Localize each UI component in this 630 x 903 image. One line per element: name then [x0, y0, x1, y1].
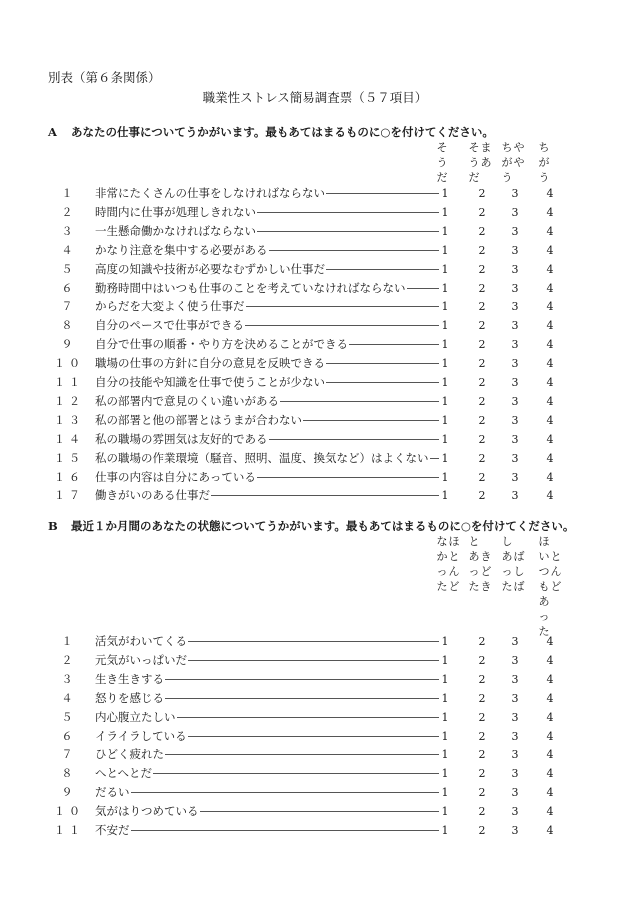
section-b-instruction: 最近１か月間のあなたの状態についてうかがいます。最もあてはまるものに○を付けてください。	[71, 519, 575, 533]
answer-option-3[interactable]: 3	[511, 376, 519, 389]
answer-option-2[interactable]: 2	[478, 243, 486, 257]
question-number: ３	[61, 224, 77, 238]
answer-option-1[interactable]: 1	[441, 187, 449, 200]
question-row	[0, 449, 630, 468]
section-a-heading	[48, 124, 494, 140]
answer-option-2[interactable]: 2	[478, 394, 486, 408]
answer-option-1[interactable]: 1	[441, 767, 449, 781]
answer-header-4: ち が う	[538, 141, 550, 184]
question-text: へとへとだ	[95, 766, 153, 781]
leader-line	[165, 698, 439, 699]
answer-option-4[interactable]: 4	[546, 672, 554, 686]
question-row	[0, 373, 630, 392]
answer-option-4[interactable]: 4	[546, 805, 554, 819]
answer-option-2[interactable]: 2	[478, 635, 486, 648]
question-row	[0, 783, 630, 802]
attachment-label: 別表（第６条関係）	[48, 70, 161, 85]
question-row	[0, 354, 630, 373]
answer-option-3[interactable]: 3	[511, 786, 519, 800]
question-number: ７	[61, 300, 77, 314]
leader-line	[165, 754, 439, 755]
answer-header-1: な か っ た ほ と ん ど	[436, 535, 460, 593]
question-row	[0, 279, 630, 298]
question-text: 自分で仕事の順番・やり方を決めることができる	[95, 337, 348, 352]
question-number: ５	[61, 262, 77, 276]
answer-option-2[interactable]: 2	[478, 805, 486, 819]
leader-line	[257, 212, 439, 213]
leader-line	[280, 401, 439, 402]
answer-option-3[interactable]: 3	[511, 413, 519, 427]
question-text: 活気がわいてくる	[95, 634, 187, 648]
answer-option-1[interactable]: 1	[441, 691, 449, 705]
answer-option-4[interactable]: 4	[546, 489, 554, 503]
answer-header-3: し あ っ た ば し ば	[501, 535, 525, 593]
answer-option-4[interactable]: 4	[546, 413, 554, 427]
answer-option-2[interactable]: 2	[478, 376, 486, 389]
answer-option-2[interactable]: 2	[478, 691, 486, 705]
answer-option-1[interactable]: 1	[441, 262, 449, 276]
answer-option-1[interactable]: 1	[441, 224, 449, 238]
answer-option-4[interactable]: 4	[546, 767, 554, 781]
answer-option-2[interactable]: 2	[478, 413, 486, 427]
question-text: 自分のペースで仕事ができる	[95, 318, 244, 333]
question-row	[0, 486, 630, 505]
answer-option-3[interactable]: 3	[511, 748, 519, 762]
answer-option-4[interactable]: 4	[546, 653, 554, 667]
question-number: ２	[61, 205, 77, 219]
answer-header-2: そ う だ ま あ	[468, 141, 492, 184]
answer-option-3[interactable]: 3	[511, 635, 519, 648]
question-number: ３	[61, 672, 77, 686]
leader-line	[200, 811, 440, 812]
answer-option-3[interactable]: 3	[511, 300, 519, 314]
answer-header-1: そ う だ	[436, 141, 448, 184]
question-row	[0, 727, 630, 746]
question-number: １７	[54, 489, 84, 503]
answer-option-1[interactable]: 1	[441, 376, 449, 389]
question-text: ひどく疲れた	[95, 747, 164, 762]
answer-option-3[interactable]: 3	[511, 767, 519, 781]
leader-line	[326, 363, 439, 364]
leader-line	[269, 250, 440, 251]
answer-option-3[interactable]: 3	[511, 710, 519, 724]
answer-header-3: ち が う や や	[501, 141, 525, 184]
answer-option-4[interactable]: 4	[546, 262, 554, 276]
question-text: 私の職場の雰囲気は友好的である	[95, 431, 268, 446]
answer-option-2[interactable]: 2	[478, 729, 486, 743]
answer-option-4[interactable]: 4	[546, 432, 554, 446]
answer-option-3[interactable]: 3	[511, 653, 519, 667]
answer-option-1[interactable]: 1	[441, 319, 449, 333]
answer-option-1[interactable]: 1	[441, 653, 449, 667]
question-text: 内心腹立たしい	[95, 709, 176, 724]
answer-option-1[interactable]: 1	[441, 710, 449, 724]
question-text: イライラしている	[95, 728, 187, 743]
question-text: 私の職場の作業環境（騒音、照明、温度、換気など）はよくない	[95, 450, 429, 465]
question-number: １１	[54, 824, 84, 837]
question-row	[0, 745, 630, 764]
answer-option-2[interactable]: 2	[478, 224, 486, 238]
question-number: ２	[61, 653, 77, 667]
answer-option-4[interactable]: 4	[546, 376, 554, 389]
answer-option-2[interactable]: 2	[478, 338, 486, 352]
answer-option-2[interactable]: 2	[478, 748, 486, 762]
leader-line	[188, 736, 439, 737]
question-text: 仕事の内容は自分にあっている	[95, 469, 256, 484]
question-row	[0, 260, 630, 279]
answer-option-1[interactable]: 1	[441, 786, 449, 800]
answer-option-4[interactable]: 4	[546, 691, 554, 705]
answer-option-1[interactable]: 1	[441, 451, 449, 465]
question-text: 時間内に仕事が処理しきれない	[95, 204, 256, 219]
answer-option-2[interactable]: 2	[478, 824, 486, 837]
question-number: １２	[54, 394, 84, 408]
answer-option-3[interactable]: 3	[511, 338, 519, 352]
question-number: １	[61, 187, 77, 200]
question-text: 私の部署と他の部署とはうまが合わない	[95, 412, 302, 427]
section-b-letter: B	[48, 519, 58, 533]
answer-option-1[interactable]: 1	[441, 281, 449, 295]
answer-option-2[interactable]: 2	[478, 672, 486, 686]
answer-option-3[interactable]: 3	[511, 205, 519, 219]
leader-line	[131, 792, 440, 793]
question-row	[0, 241, 630, 260]
answer-option-1[interactable]: 1	[441, 394, 449, 408]
answer-option-4[interactable]: 4	[546, 300, 554, 314]
answer-option-2[interactable]: 2	[478, 262, 486, 276]
question-row	[0, 670, 630, 689]
answer-option-4[interactable]: 4	[546, 224, 554, 238]
answer-option-2[interactable]: 2	[478, 767, 486, 781]
question-number: ８	[61, 767, 77, 781]
question-row	[0, 651, 630, 670]
answer-option-2[interactable]: 2	[478, 357, 486, 371]
question-row	[0, 802, 630, 821]
question-number: ９	[61, 338, 77, 352]
leader-line	[326, 193, 439, 194]
question-row	[0, 468, 630, 487]
question-number: １	[61, 635, 77, 648]
question-text: 一生懸命働かなければならない	[95, 223, 256, 238]
answer-option-4[interactable]: 4	[546, 205, 554, 219]
answer-option-2[interactable]: 2	[478, 710, 486, 724]
answer-option-3[interactable]: 3	[511, 672, 519, 686]
section-a-instruction: あなたの仕事についてうかがいます。最も​あてはまるものに○を付けてください。	[71, 125, 494, 139]
answer-option-4[interactable]: 4	[546, 394, 554, 408]
question-text: 生き生きする	[95, 671, 164, 686]
question-number: ８	[61, 319, 77, 333]
question-text: 高度の知識や技術が必要なむずかしい仕事だ	[95, 261, 325, 276]
answer-option-1[interactable]: 1	[441, 635, 449, 648]
answer-option-2[interactable]: 2	[478, 281, 486, 295]
question-text: 元気がいっぱいだ	[95, 652, 187, 667]
answer-option-3[interactable]: 3	[511, 489, 519, 503]
question-text: からだを大変よく使う仕事だ	[95, 299, 245, 314]
form-title: 職業性ストレス簡易調査票（５７項目）	[202, 90, 428, 105]
answer-option-4[interactable]: 4	[546, 357, 554, 371]
question-number: ４	[61, 243, 77, 257]
leader-line	[303, 420, 439, 421]
leader-line	[153, 773, 439, 774]
leader-line	[257, 477, 439, 478]
question-text: 自分の技能や知識を仕事で使うことが少ない	[95, 375, 325, 389]
answer-option-3[interactable]: 3	[511, 357, 519, 371]
answer-option-2[interactable]: 2	[478, 489, 486, 503]
answer-option-3[interactable]: 3	[511, 243, 519, 257]
question-text: かなり注意を集中する必要がある	[95, 242, 268, 257]
answer-option-3[interactable]: 3	[511, 432, 519, 446]
question-row	[0, 764, 630, 783]
answer-option-3[interactable]: 3	[511, 281, 519, 295]
answer-option-1[interactable]: 1	[441, 824, 449, 837]
leader-line	[177, 717, 440, 718]
answer-option-3[interactable]: 3	[511, 262, 519, 276]
question-number: １６	[54, 470, 84, 484]
question-number: １４	[54, 432, 84, 446]
answer-option-4[interactable]: 4	[546, 470, 554, 484]
leader-line	[245, 325, 439, 326]
answer-option-1[interactable]: 1	[441, 489, 449, 503]
leader-line	[211, 495, 439, 496]
question-number: ６	[61, 281, 77, 295]
question-number: ６	[61, 729, 77, 743]
answer-option-1[interactable]: 1	[441, 300, 449, 314]
question-number: １１	[54, 376, 84, 389]
answer-option-2[interactable]: 2	[478, 187, 486, 200]
answer-option-1[interactable]: 1	[441, 672, 449, 686]
answer-option-3[interactable]: 3	[511, 224, 519, 238]
question-row	[0, 411, 630, 430]
question-text: 気がはりつめている	[95, 804, 199, 819]
answer-option-1[interactable]: 1	[441, 243, 449, 257]
question-text: だるい	[95, 785, 130, 800]
answer-option-4[interactable]: 4	[546, 824, 554, 837]
answer-option-1[interactable]: 1	[441, 338, 449, 352]
question-number: １５	[54, 451, 84, 465]
leader-line	[165, 679, 439, 680]
answer-option-3[interactable]: 3	[511, 805, 519, 819]
answer-option-2[interactable]: 2	[478, 786, 486, 800]
question-number: １０	[54, 805, 84, 819]
section-b-heading	[48, 518, 574, 534]
question-row	[0, 316, 630, 335]
answer-option-3[interactable]: 3	[511, 470, 519, 484]
question-number: ９	[61, 786, 77, 800]
question-text: 働きがいのある仕事だ	[95, 488, 210, 503]
answer-option-3[interactable]: 3	[511, 394, 519, 408]
answer-option-3[interactable]: 3	[511, 187, 519, 200]
question-number: １０	[54, 357, 84, 371]
answer-option-4[interactable]: 4	[546, 319, 554, 333]
question-number: ７	[61, 748, 77, 762]
answer-option-2[interactable]: 2	[478, 653, 486, 667]
answer-option-4[interactable]: 4	[546, 338, 554, 352]
answer-header-4: ほ い つ も あ っ た と ん ど	[538, 535, 562, 638]
answer-option-3[interactable]: 3	[511, 319, 519, 333]
question-row	[0, 821, 630, 840]
answer-option-3[interactable]: 3	[511, 451, 519, 465]
question-number: ４	[61, 691, 77, 705]
answer-option-4[interactable]: 4	[546, 281, 554, 295]
question-text: 私の部署内で意見のくい違いがある	[95, 393, 279, 408]
leader-line	[326, 269, 439, 270]
question-row	[0, 203, 630, 222]
question-row	[0, 689, 630, 708]
answer-option-2[interactable]: 2	[478, 432, 486, 446]
section-a-letter: A	[48, 125, 57, 139]
question-row	[0, 632, 630, 651]
answer-option-1[interactable]: 1	[441, 205, 449, 219]
answer-option-1[interactable]: 1	[441, 470, 449, 484]
question-number: １３	[54, 413, 84, 427]
question-text: 勤務時間中はいつも仕事のことを考えていなければならない	[95, 280, 406, 295]
question-row	[0, 708, 630, 727]
answer-option-2[interactable]: 2	[478, 300, 486, 314]
answer-option-4[interactable]: 4	[546, 748, 554, 762]
question-number: ５	[61, 710, 77, 724]
answer-header-2: と あ っ た き ど き	[468, 535, 492, 593]
question-row	[0, 430, 630, 449]
answer-option-4[interactable]: 4	[546, 451, 554, 465]
answer-option-2[interactable]: 2	[478, 205, 486, 219]
question-row	[0, 392, 630, 411]
answer-option-4[interactable]: 4	[546, 710, 554, 724]
answer-option-1[interactable]: 1	[441, 432, 449, 446]
question-row	[0, 184, 630, 203]
question-row	[0, 222, 630, 241]
answer-option-1[interactable]: 1	[441, 805, 449, 819]
answer-option-1[interactable]: 1	[441, 729, 449, 743]
leader-line	[407, 288, 440, 289]
question-text: 非常にたくさんの仕事をしなければならない	[95, 186, 325, 200]
answer-option-1[interactable]: 1	[441, 748, 449, 762]
leader-line	[188, 660, 439, 661]
leader-line	[269, 439, 440, 440]
answer-option-2[interactable]: 2	[478, 470, 486, 484]
question-text: 怒りを感じる	[95, 690, 164, 705]
leader-line	[188, 641, 439, 642]
answer-option-3[interactable]: 3	[511, 729, 519, 743]
question-row	[0, 297, 630, 316]
question-row	[0, 335, 630, 354]
answer-option-2[interactable]: 2	[478, 319, 486, 333]
answer-option-4[interactable]: 4	[546, 729, 554, 743]
question-text: 不安だ	[95, 823, 130, 837]
answer-option-4[interactable]: 4	[546, 187, 554, 200]
answer-option-2[interactable]: 2	[478, 451, 486, 465]
leader-line	[246, 306, 440, 307]
leader-line	[349, 344, 439, 345]
leader-line	[131, 830, 440, 831]
answer-option-4[interactable]: 4	[546, 786, 554, 800]
answer-option-1[interactable]: 1	[441, 357, 449, 371]
answer-option-1[interactable]: 1	[441, 413, 449, 427]
leader-line	[326, 382, 439, 383]
answer-option-3[interactable]: 3	[511, 824, 519, 837]
leader-line	[257, 231, 439, 232]
answer-option-4[interactable]: 4	[546, 243, 554, 257]
answer-option-4[interactable]: 4	[546, 635, 554, 648]
answer-option-3[interactable]: 3	[511, 691, 519, 705]
question-text: 職場の仕事の方針に自分の意見を反映できる	[95, 356, 325, 371]
